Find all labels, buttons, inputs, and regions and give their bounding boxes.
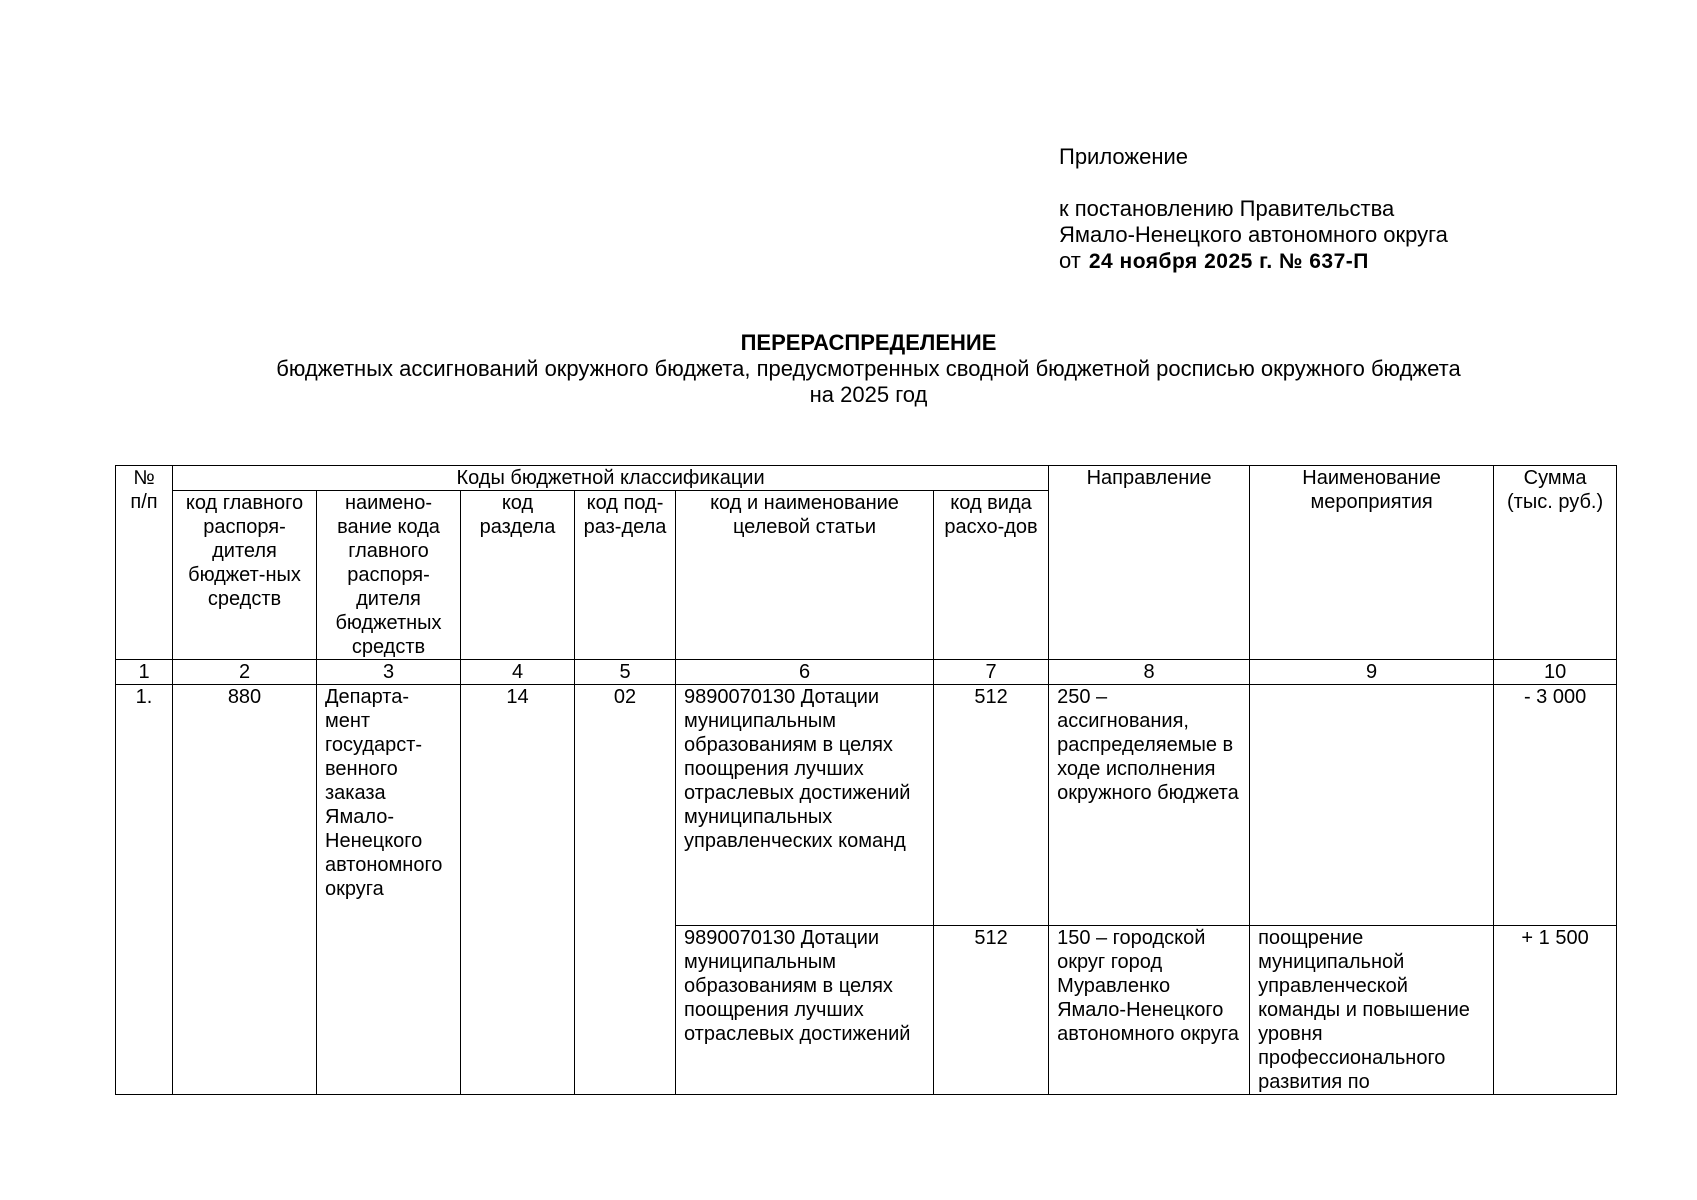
appendix-date-line	[1059, 248, 1448, 275]
row-subsection: 02	[575, 685, 676, 1095]
date-prefix: от	[1059, 248, 1081, 273]
header-direction: Направление	[1049, 466, 1250, 660]
header-section: код раздела	[461, 491, 575, 660]
row-sum: - 3 000	[1494, 685, 1617, 926]
appendix-label: Приложение	[1059, 144, 1189, 169]
appendix-block	[1059, 144, 1448, 275]
col-number: 3	[317, 660, 461, 685]
col-number: 8	[1049, 660, 1250, 685]
header-grbs-name: наимено-вание кода главного распоря-дителя бюджетных средств	[317, 491, 461, 660]
appendix-line-2: Ямало-Ненецкого автономного округа	[1059, 222, 1448, 247]
date-value: 24 ноября 2025 г. № 637-П	[1088, 250, 1369, 273]
col-number: 6	[676, 660, 934, 685]
table-row	[116, 685, 1617, 926]
document-title: ПЕРЕРАСПРЕДЕЛЕНИЕ	[740, 330, 997, 355]
col-number: 7	[934, 660, 1049, 685]
row-grbs-code: 880	[173, 685, 317, 1095]
col-number: 5	[575, 660, 676, 685]
header-expense-type: код вида расхо-дов	[934, 491, 1049, 660]
column-numbers-row	[116, 660, 1617, 685]
header-target: код и наименование целевой статьи	[676, 491, 934, 660]
header-sum: Сумма (тыс. руб.)	[1494, 466, 1617, 660]
row-event	[1250, 685, 1494, 926]
row-expense-type: 512	[934, 926, 1049, 1095]
row-event: поощрение муниципальной управленческой команды и повышение уровня профессионального развития по	[1250, 926, 1494, 1095]
document-year: на 2025 год	[809, 382, 928, 407]
col-number: 9	[1250, 660, 1494, 685]
header-codes-group: Коды бюджетной классификации	[173, 466, 1049, 491]
appendix-line-1: к постановлению Правительства	[1059, 196, 1395, 221]
document-heading	[120, 330, 1617, 408]
row-section: 14	[461, 685, 575, 1095]
row-target: 9890070130 Дотации муниципальным образованиям в целях поощрения лучших отраслевых достижений	[676, 926, 934, 1095]
header-subsection: код под-раз-дела	[575, 491, 676, 660]
row-target: 9890070130 Дотации муниципальным образованиям в целях поощрения лучших отраслевых достижений муниципальных управленческих команд	[676, 685, 934, 926]
row-direction: 150 – городской округ город Муравленко Ямало-Ненецкого автономного округа	[1049, 926, 1250, 1095]
budget-table	[115, 465, 1617, 1095]
header-row-1	[116, 466, 1617, 491]
header-grbs-code: код главного распоря-дителя бюджет-ных средств	[173, 491, 317, 660]
col-number: 4	[461, 660, 575, 685]
header-event: Наименование мероприятия	[1250, 466, 1494, 660]
row-direction: 250 – ассигнования, распределяемые в ходе исполнения окружного бюджета	[1049, 685, 1250, 926]
document-subtitle: бюджетных ассигнований окружного бюджета, предусмотренных сводной бюджетной росписью окружного бюджета	[276, 356, 1461, 381]
row-sum: + 1 500	[1494, 926, 1617, 1095]
row-num: 1.	[116, 685, 173, 1095]
col-number: 1	[116, 660, 173, 685]
col-number: 2	[173, 660, 317, 685]
row-grbs-name: Департа-мент государст-венного заказа Ямало-Ненецкого автономного округа	[317, 685, 461, 1095]
header-num: № п/п	[116, 466, 173, 660]
row-expense-type: 512	[934, 685, 1049, 926]
col-number: 10	[1494, 660, 1617, 685]
